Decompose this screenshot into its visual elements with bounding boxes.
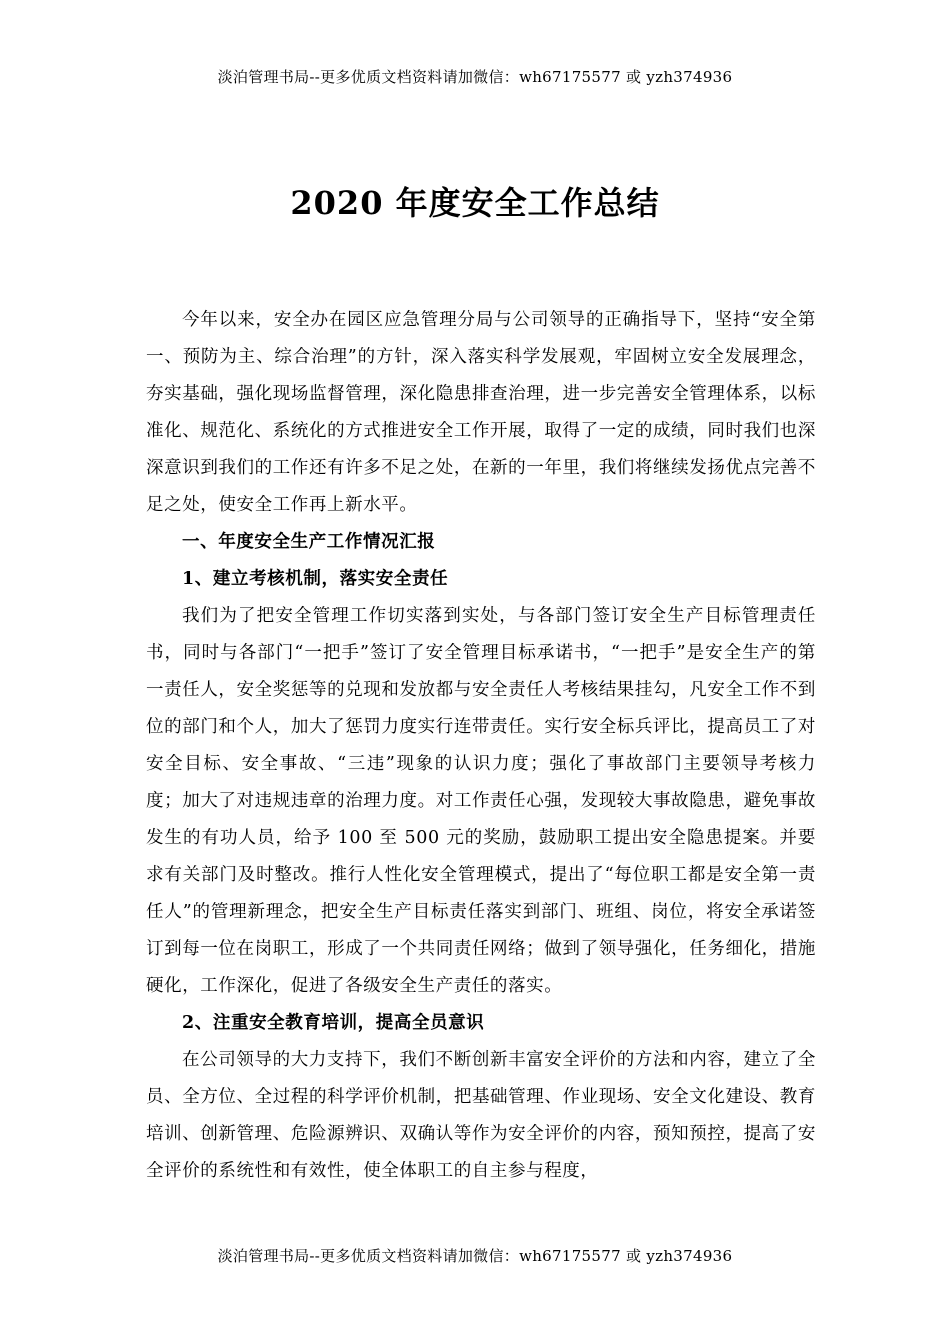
- section-heading-1: 一、年度安全生产工作情况汇报: [182, 532, 436, 552]
- subsection-heading-2: 2、注重安全教育培训，提高全员意识: [182, 1013, 485, 1033]
- subsection-heading-1: 1、建立考核机制，落实安全责任: [182, 569, 449, 589]
- subsection-paragraph-1: 我们为了把安全管理工作切实落到实处，与各部门签订安全生产目标管理责任书，同时与各部门“一把手”签订了安全管理目标承诺书，“一把手”是安全生产的第一责任人，安全奖惩等的兑现和发放都与安全责任人考核结果挂勾，凡安全工作不到位的部门和个人，加大了惩罚力度实行连带责任。实行安全标兵评比，提高员工了对安全目标、安全事故、“三违”现象的认识力度；强化了事故部门主要领导考核力度；加大了对违规违章的治理力度。对工作责任心强，发现较大事故隐患，避免事故发生的有功人员，给予 100 至 500 元的奖励，鼓励职工提出安全隐患提案。并要求有关部门及时整改。推行人性化安全管理模式，提出了“每位职工都是安全第一责任人”的管理新理念，把安全生产目标责任落实到部门、班组、岗位，将安全承诺签订到每一位在岗职工，形成了一个共同责任网络；做到了领导强化，任务细化，措施硬化，工作深化，促进了各级安全生产责任的落实。: [146, 606, 816, 996]
- document-body: [146, 302, 816, 1190]
- page-footer: 淡泊管理书局--更多优质文档资料请加微信：wh67175577 或 yzh374936: [217, 1247, 733, 1265]
- subsection-paragraph-2: 在公司领导的大力支持下，我们不断创新丰富安全评价的方法和内容，建立了全员、全方位、全过程的科学评价机制，把基础管理、作业现场、安全文化建设、教育培训、创新管理、危险源辨识、双确认等作为安全评价的内容，预知预控，提高了安全评价的系统性和有效性，使全体职工的自主参与程度，: [146, 1050, 816, 1181]
- document-title: 2020 年度安全工作总结: [290, 184, 660, 222]
- intro-paragraph: 今年以来，安全办在园区应急管理分局与公司领导的正确指导下，坚持“安全第一、预防为主、综合治理”的方针，深入落实科学发展观，牢固树立安全发展理念，夯实基础，强化现场监督管理，深化隐患排查治理，进一步完善安全管理体系，以标准化、规范化、系统化的方式推进安全工作开展，取得了一定的成绩，同时我们也深深意识到我们的工作还有许多不足之处，在新的一年里，我们将继续发扬优点完善不足之处，使安全工作再上新水平。: [146, 310, 816, 515]
- page-header: 淡泊管理书局--更多优质文档资料请加微信：wh67175577 或 yzh374936: [217, 68, 733, 86]
